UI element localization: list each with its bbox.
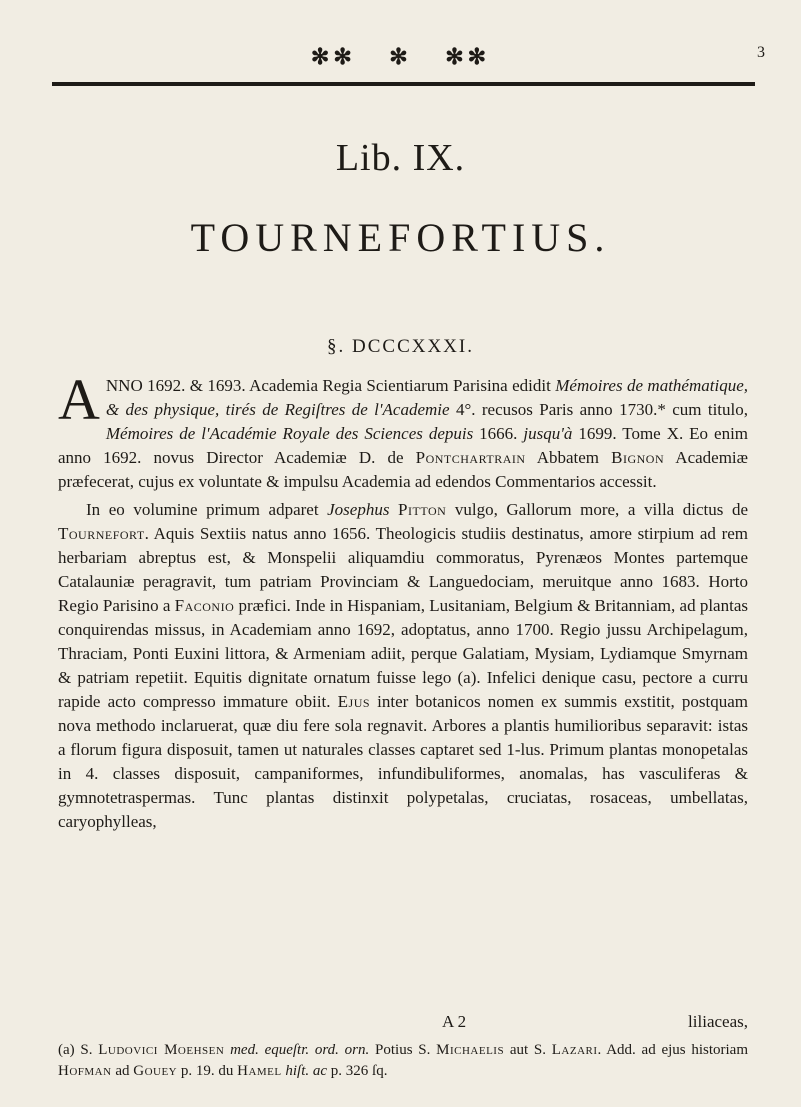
drop-cap: A xyxy=(58,367,100,432)
signature-mark: A 2 xyxy=(442,1012,467,1031)
text-run: inter botanicos nomen ex summis exstitit, postquam nova methodo inclaruerat, quæ diu fere sola regnavit. Arbores a plantis humilioribus separavit: istas a florum figura disposuit, tamen ut naturales classes captaret sed 1-lus. Primum plantas monopetalas in 4. classes disposuit, campaniformes, infundibuliformes, anomalas, has vasculiferas & gymnotetraspermas. Tunc plantas distinxit polypetalas, cruciatas, rosaceas, umbellatas, caryophylleas, xyxy=(58,692,749,831)
text-run: præfici. Inde in Hispaniam, Lusitaniam, Belgium & Britanniam, ad plantas conquirendas missus, in Academiam anno 1692, adoptatus, anno 1700. Regio jussu Archipelagum, Thraciam, Ponti Euxini littora, & Armeniam adiit, perque Galatiam, Mysiam, Lydiamque Smyrnam & patriam repetiit. Equitis dignitate ornatum fuisse lego (a). Infelici denique casu, pectore a curru rapide acto compresso immature obiit. xyxy=(58,596,748,711)
text-run: vulgo, Gallorum more, a villa dictus de xyxy=(446,500,749,519)
italic-word: jusqu'à xyxy=(523,424,573,443)
text-run: ad xyxy=(111,1063,134,1079)
italic-abbrev: med. equeſtr. ord. orn. xyxy=(230,1042,370,1058)
paragraph-1 xyxy=(58,367,749,494)
italic-abbrev: hiſt. ac xyxy=(285,1063,328,1079)
italic-title: Mémoires de mathématique, & des physique, tirés de Regiſtres de l'Academie xyxy=(105,376,748,419)
text-run: p. 326 ſq. xyxy=(327,1063,388,1079)
header-ornament xyxy=(0,44,801,70)
ornament-left-icon: ✻✻ xyxy=(310,44,356,69)
text-run: Abbatem xyxy=(525,448,612,467)
text-run: . Aquis Sextiis natus anno 1656. Theologicis studiis destinatus, amore stirpium ad rem herbariam abreptus est, & Monspelii aliquamdiu commoratus, Pyrenæos Montes partemque Catalauniæ peragravit, tum patriam Provinciam & Languedociam, meruitque anno 1683. Horto Regio Parisino a xyxy=(58,524,748,615)
person-name: Hamel xyxy=(237,1063,282,1079)
text-run: In eo volumine primum adparet xyxy=(86,500,328,519)
person-name: Hofman xyxy=(58,1063,112,1079)
person-name: Pitton xyxy=(398,500,447,519)
book-title: Lib. IX. xyxy=(335,137,466,179)
section-title: §. DCCCXXXI. xyxy=(327,336,474,357)
person-name: Lazari xyxy=(551,1042,598,1058)
text-run: Potius S. xyxy=(369,1042,437,1058)
footnote xyxy=(58,1040,748,1082)
text-run: . Add. ad ejus historiam xyxy=(597,1042,749,1058)
ornament-right-icon: ✻✻ xyxy=(445,44,491,69)
text-run: p. 19. du xyxy=(177,1063,238,1079)
italic-title: Mémoires de l'Académie Royale des Sciences depuis xyxy=(105,424,474,443)
text-run: aut S. xyxy=(504,1042,552,1058)
person-name: Pontchartrain xyxy=(415,448,526,467)
text-run: 4°. recusos Paris anno 1730.* cum titulo, xyxy=(449,400,748,419)
italic-name: Josephus xyxy=(327,500,390,519)
header-rule xyxy=(52,82,755,86)
text-run: Academiæ præfecerat, cujus ex voluntate & impulsu Academia ad edendos Commentarios accessit. xyxy=(58,448,748,491)
text-run: NNO 1692. & 1693. Academia Regia Scientiarum Parisina edidit xyxy=(105,376,556,395)
text-run: 1699. Tome X. Eo enim anno 1692. novus Director Academiæ D. de xyxy=(58,424,749,467)
text-run xyxy=(389,500,398,519)
person-name: Ludovici Moehsen xyxy=(98,1042,225,1058)
person-name: Michaelis xyxy=(436,1042,505,1058)
body-text xyxy=(58,367,749,834)
ornament-center-icon: ✻ xyxy=(389,44,412,69)
person-name: Faconio xyxy=(174,596,235,615)
chapter-title: TOURNEFORTIUS. xyxy=(190,215,611,260)
text-run: 1666. xyxy=(473,424,524,443)
person-name: Tournefort xyxy=(58,524,145,543)
paragraph-2 xyxy=(58,498,748,834)
catchword: liliaceas, xyxy=(688,1012,748,1031)
page-number: 3 xyxy=(757,44,765,61)
person-name: Ejus xyxy=(337,692,371,711)
person-name: Bignon xyxy=(611,448,665,467)
person-name: Gouey xyxy=(133,1063,178,1079)
text-run: (a) S. xyxy=(58,1042,99,1058)
